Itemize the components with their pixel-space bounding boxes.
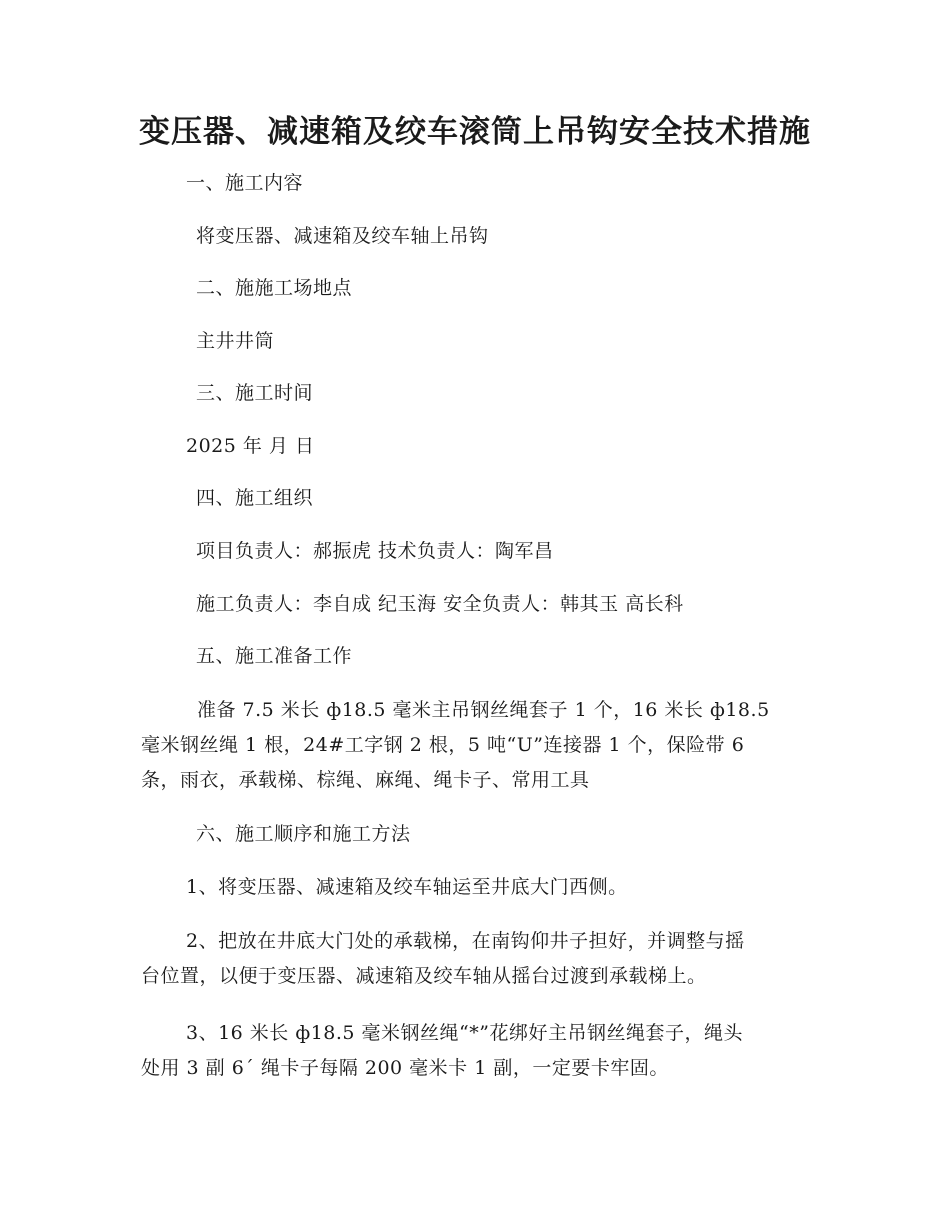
- section-5-heading: 五、施工准备工作: [196, 645, 353, 667]
- section-2-body: 主井井筒: [196, 330, 275, 352]
- section-6-heading: 六、施工顺序和施工方法: [196, 823, 411, 845]
- section-3-body: 2025 年 月 日: [186, 435, 315, 457]
- section-1-body: 将变压器、减速箱及绞车轴上吊钩: [196, 225, 489, 247]
- section-4-line-1: 项目负责人：郝振虎 技术负责人：陶军昌: [196, 540, 554, 562]
- paragraph-line: 2、把放在井底大门处的承载梯，在南钩仰井子担好，并调整与摇: [186, 930, 745, 952]
- section-3-heading: 三、施工时间: [196, 382, 314, 404]
- section-1-heading: 一、施工内容: [186, 172, 304, 194]
- section-6-item-2: [141, 924, 821, 994]
- paragraph-line: 处用 3 副 6ˊ 绳卡子每隔 200 毫米卡 1 副，一定要卡牢固。: [141, 1057, 669, 1079]
- section-5-paragraph: [141, 693, 821, 798]
- section-4-line-2: 施工负责人：李自成 纪玉海 安全负责人：韩其玉 高长科: [196, 593, 684, 615]
- paragraph-line: 3、16 米长 ф18.5 毫米钢丝绳“*”花绑好主吊钢丝绳套子，绳头: [186, 1022, 743, 1044]
- section-6-item-3: [141, 1016, 821, 1086]
- section-6-item-1: 1、将变压器、减速箱及绞车轴运至井底大门西侧。: [186, 876, 628, 898]
- paragraph-line: 毫米钢丝绳 1 根，24#工字钢 2 根，5 吨“U”连接器 1 个，保险带 6: [141, 734, 745, 756]
- paragraph-line: 条，雨衣，承载梯、棕绳、麻绳、绳卡子、常用工具: [141, 769, 590, 791]
- section-2-heading: 二、施施工场地点: [196, 277, 353, 299]
- section-4-heading: 四、施工组织: [196, 487, 314, 509]
- document-title: 变压器、减速箱及绞车滚筒上吊钩安全技术措施: [139, 114, 811, 150]
- paragraph-line: 台位置，以便于变压器、减速箱及绞车轴从摇台过渡到承载梯上。: [141, 965, 707, 987]
- paragraph-line: 准备 7.5 米长 ф18.5 毫米主吊钢丝绳套子 1 个，16 米长 ф18.5: [197, 699, 770, 721]
